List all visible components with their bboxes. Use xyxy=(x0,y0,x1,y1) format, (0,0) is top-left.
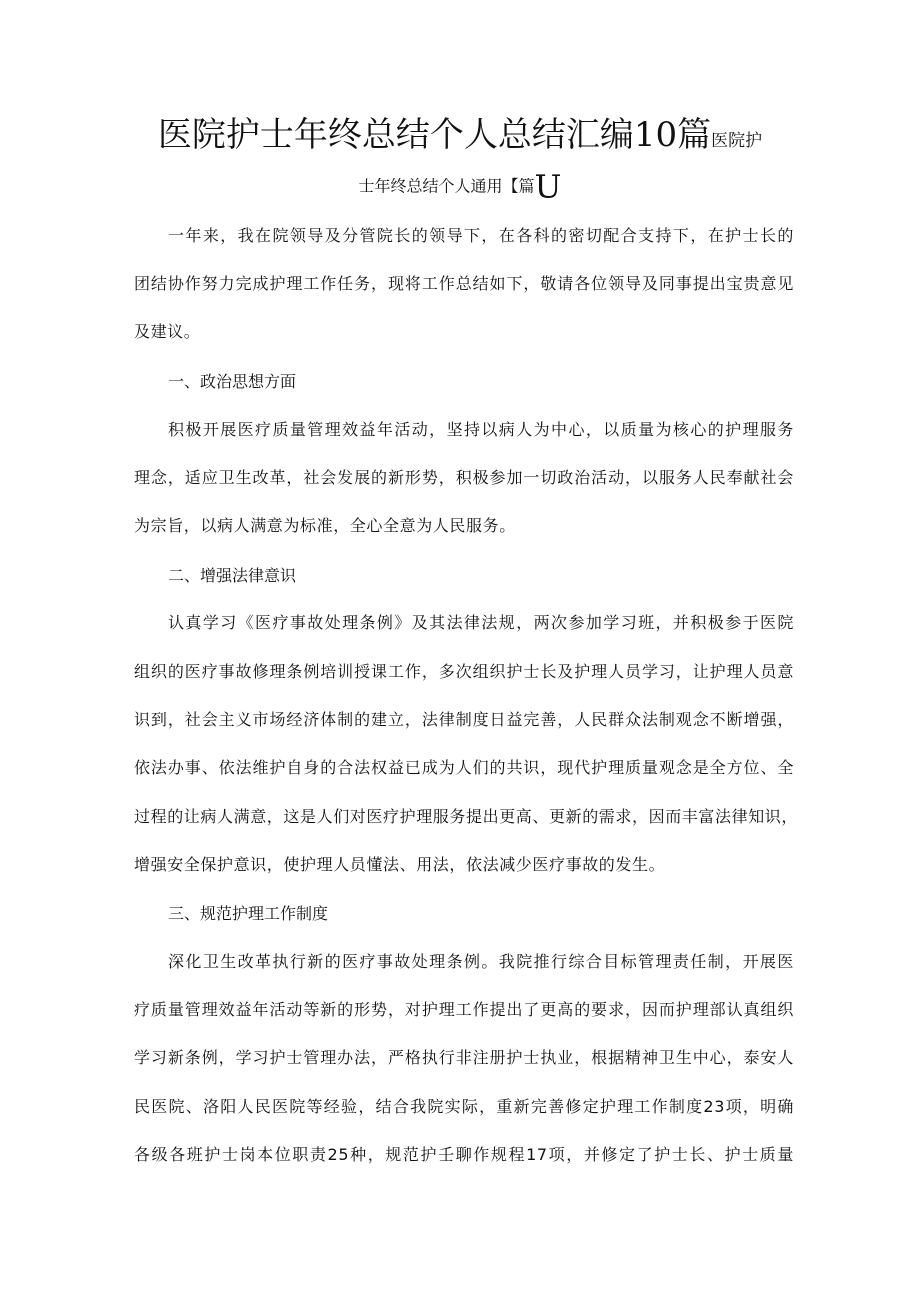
paragraph-1-line-3: 及建议。 xyxy=(134,322,201,341)
paragraph-3-line-2: 组织的医疗事故修理条例培训授课工作，多次组织护士长及护理人员学习，让护理人员意 xyxy=(134,662,794,681)
paragraph-2-line-1: 积极开展医疗质量管理效益年活动，坚持以病人为中心，以质量为核心的护理服务 xyxy=(168,420,794,439)
paragraph-1-line-2: 团结协作努力完成护理工作任务，现将工作总结如下，敬请各位领导及同事提出宝贵意见 xyxy=(134,274,794,293)
paragraph-1-line-1: 一年来，我在院领导及分管院长的领导下，在各科的密切配合支持下，在护士长的 xyxy=(168,226,794,245)
paragraph-3-line-1: 认真学习《医疗事故处理条例》及其法律法规，两次参加学习班，并积极参于医院 xyxy=(168,613,794,632)
paragraph-2-line-2: 理念，适应卫生改革，社会发展的新形势，积极参加一切政治活动，以服务人民奉献社会 xyxy=(134,468,794,487)
paragraph-4-line-3: 学习新条例，学习护士管理办法，严格执行非注册护士执业，根据精神卫生中心，泰安人 xyxy=(134,1048,794,1067)
paragraph-3-line-5: 过程的让病人满意，这是人们对医疗护理服务提出更高、更新的需求，因而丰富法律知识， xyxy=(134,807,799,826)
paragraph-3-line-6: 增强安全保护意识，使护理人员懂法、用法，依法减少医疗事故的发生。 xyxy=(134,855,666,874)
paragraph-3-line-4: 依法办事、依法维护自身的合法权益已成为人们的共识，现代护理质量观念是全方位、全 xyxy=(134,758,794,777)
document-subtitle: 士年终总结个人通用【篇 xyxy=(358,176,535,196)
paragraph-4-line-5: 各级各班护士岗本位职责25种，规范护壬聊作规程17项，并修定了护士长、护士质量 xyxy=(134,1145,794,1164)
document-title-line-2 xyxy=(0,166,920,207)
paragraph-4-line-4: 民医院、洛阳人民医院等经验，结合我院实际，重新完善修定护理工作制度23项，明确 xyxy=(134,1097,794,1116)
paragraph-4-line-1: 深化卫生改革执行新的医疗事故处理条例。我院推行综合目标管理责任制，开展医 xyxy=(168,952,794,971)
document-title-main: 医院护士年终总结个人总结汇编10篇 xyxy=(157,115,712,155)
paragraph-3-line-3: 识到，社会主义市场经济体制的建立，法律制度日益完善，人民群众法制观念不断增强， xyxy=(134,710,794,729)
section-heading-2: 二、增强法律意识 xyxy=(168,566,297,585)
document-title-suffix: 医院护 xyxy=(711,131,763,151)
section-heading-1: 一、政治思想方面 xyxy=(168,372,297,391)
paragraph-4-line-2: 疗质量管理效益年活动等新的形势，对护理工作提出了更高的要求，因而护理部认真组织 xyxy=(134,1000,794,1019)
document-title-line-1 xyxy=(0,112,920,164)
section-heading-3: 三、规范护理工作制度 xyxy=(168,904,329,923)
paragraph-2-line-3: 为宗旨，以病人满意为标准，全心全意为人民服务。 xyxy=(134,516,516,535)
document-subtitle-glyph: U xyxy=(534,167,562,206)
